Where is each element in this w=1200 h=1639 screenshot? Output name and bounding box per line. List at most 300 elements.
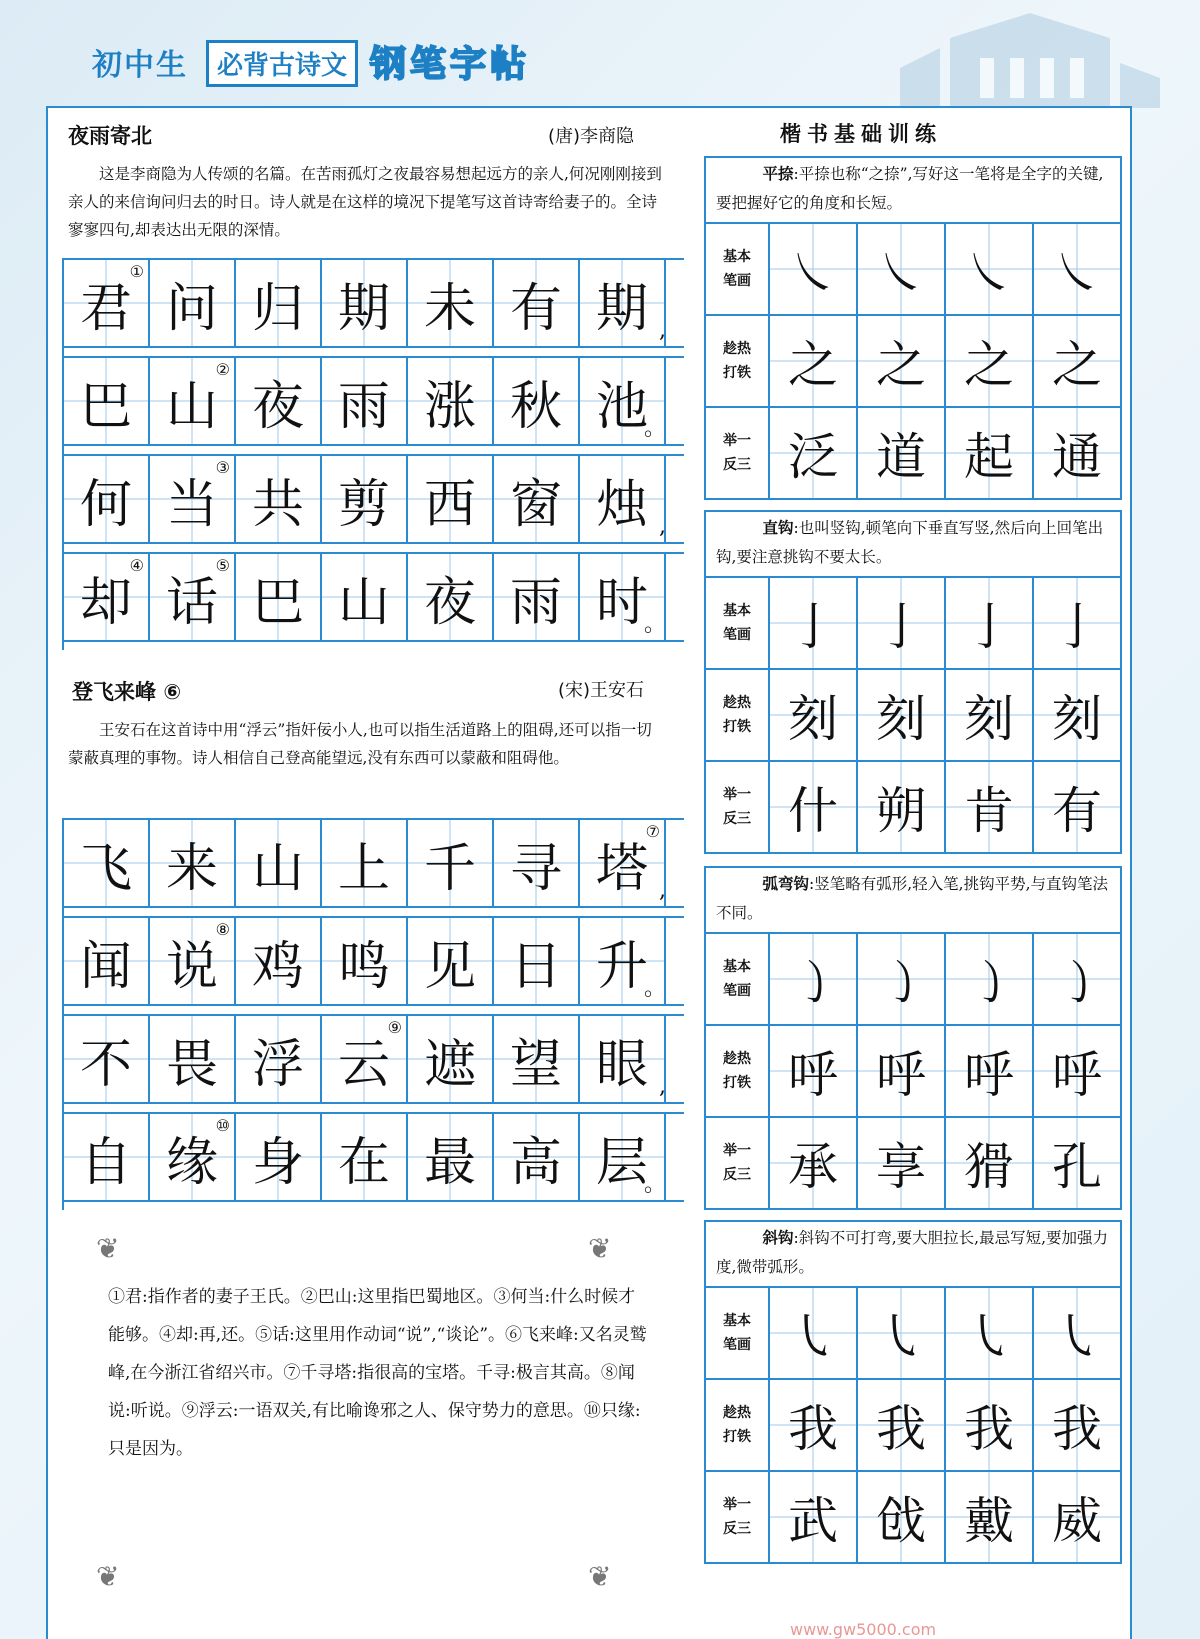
row-label-text: 基本 bbox=[723, 603, 751, 619]
practice-char: 我 bbox=[876, 1400, 926, 1458]
annotation-mark: ⑨ bbox=[387, 1018, 402, 1037]
row-label-text: 基本 bbox=[723, 249, 751, 265]
practice-char: 之 bbox=[788, 336, 838, 394]
row-label-text: 举一 bbox=[723, 1143, 751, 1159]
char-cell bbox=[580, 1114, 666, 1200]
char: 巴 bbox=[79, 376, 132, 437]
practice-row-basic bbox=[706, 1288, 1120, 1380]
char: 闻 bbox=[79, 936, 132, 997]
char: 眼 bbox=[595, 1034, 648, 1095]
poem2-title-mark: ⑥ bbox=[163, 680, 182, 704]
char: 不 bbox=[79, 1034, 132, 1095]
practice-char: 通 bbox=[1052, 428, 1102, 486]
char: 君 bbox=[79, 278, 132, 339]
practice-cell bbox=[1034, 1380, 1120, 1470]
row-label-text: 反三 bbox=[723, 457, 751, 473]
practice-cell bbox=[946, 578, 1034, 668]
char: 上 bbox=[337, 838, 390, 899]
stroke-desc-text: :也叫竖钩,顿笔向下垂直写竖,然后向上回笔出钩,要注意挑钩不要太长。 bbox=[716, 519, 1104, 566]
char: 云 bbox=[337, 1034, 390, 1095]
char-cell bbox=[236, 554, 322, 640]
practice-row-infer bbox=[706, 1118, 1120, 1208]
annotation-mark: ⑦ bbox=[645, 822, 660, 841]
practice-row-infer bbox=[706, 762, 1120, 852]
row-label-text: 打铁 bbox=[723, 365, 751, 381]
row-label bbox=[706, 670, 770, 760]
practice-char: 亅 bbox=[964, 598, 1014, 656]
practice-char: 我 bbox=[788, 1400, 838, 1458]
char: 期 bbox=[337, 278, 390, 339]
char: 千 bbox=[423, 838, 476, 899]
annotation-mark: ① bbox=[129, 262, 144, 281]
practice-heading: 楷书基础训练 bbox=[780, 122, 942, 146]
char: 却 bbox=[79, 572, 132, 633]
practice-char: 泛 bbox=[788, 428, 838, 486]
poem1-intro: 这是李商隐为人传颂的名篇。在苦雨孤灯之夜最容易想起远方的亲人,何况刚刚接到亲人的来信询问归去的时日。诗人就是在这样的境况下提笔写这首诗寄给妻子的。全诗寥寥四句,却表达出无限的深情。 bbox=[68, 165, 662, 239]
row-label bbox=[706, 578, 770, 668]
char-cell bbox=[580, 260, 666, 346]
row-label-text: 基本 bbox=[723, 959, 751, 975]
row-label bbox=[706, 934, 770, 1024]
practice-char: 戗 bbox=[876, 1492, 926, 1550]
practice-row-infer bbox=[706, 1472, 1120, 1562]
char: 来 bbox=[165, 838, 218, 899]
practice-char: 承 bbox=[788, 1138, 838, 1196]
practice-cell bbox=[1034, 578, 1120, 668]
char-cell bbox=[580, 820, 666, 906]
stroke-name: 平捺 bbox=[762, 165, 794, 183]
ornament-bottom-left-icon: ❦ bbox=[96, 1560, 120, 1593]
row-label-text: 基本 bbox=[723, 1313, 751, 1329]
stroke-desc-text: :竖笔略有弧形,轻入笔,挑钩平势,与直钩笔法不同。 bbox=[716, 875, 1109, 922]
char: 夜 bbox=[423, 572, 476, 633]
practice-cell bbox=[1034, 1472, 1120, 1562]
annotation-notes: ①君:指作者的妻子王氏。②巴山:这里指巴蜀地区。③何当:什么时候才能够。④却:再,还。⑤话:这里用作动词“说”,“谈论”。⑥飞来峰:又名灵鹫峰,在今浙江省绍兴市。⑦千寻塔:指很高的宝塔。千寻:极言其高。⑧闻说:听说。⑨浮云:一语双关,有比喻谗邪之人、保守势力的意思。⑩只缘:只是因为。 bbox=[108, 1287, 647, 1459]
char-cell bbox=[150, 358, 236, 444]
char-cell bbox=[494, 918, 580, 1004]
practice-char: 享 bbox=[876, 1138, 926, 1196]
poem2-author: (宋)王安石 bbox=[558, 680, 645, 701]
char: 畏 bbox=[165, 1034, 218, 1095]
char: 说 bbox=[165, 936, 218, 997]
practice-char: 亅 bbox=[788, 598, 838, 656]
practice-cell bbox=[946, 1118, 1034, 1208]
annotation-mark: ⑤ bbox=[215, 556, 230, 575]
poem2-intro: 王安石在这首诗中用“浮云”指奸佞小人,也可以指生活道路上的阻碍,还可以指一切蒙蔽真理的事物。诗人相信自己登高能望远,没有东西可以蒙蔽和阻碍他。 bbox=[68, 721, 652, 767]
char: 山 bbox=[165, 376, 218, 437]
row-label-text: 笔画 bbox=[723, 273, 751, 289]
char-cell bbox=[408, 260, 494, 346]
practice-char: 我 bbox=[964, 1400, 1014, 1458]
practice-char: ㇂ bbox=[964, 1308, 1014, 1366]
char-cell bbox=[64, 260, 150, 346]
row-label bbox=[706, 1472, 770, 1562]
poem1-title: 夜雨寄北 bbox=[68, 124, 152, 148]
practice-cell bbox=[1034, 1026, 1120, 1116]
practice-char: 刻 bbox=[1052, 690, 1102, 748]
char-cell bbox=[236, 456, 322, 542]
practice-cell bbox=[770, 1288, 858, 1378]
practice-char: 武 bbox=[788, 1492, 838, 1550]
row-label-text: 笔画 bbox=[723, 627, 751, 643]
ornament-top-left-icon: ❦ bbox=[96, 1232, 120, 1265]
row-label bbox=[706, 1026, 770, 1116]
char-cell bbox=[322, 1114, 408, 1200]
practice-char: 呼 bbox=[964, 1046, 1014, 1104]
practice-row-hot bbox=[706, 1026, 1120, 1118]
building-decoration-icon bbox=[880, 8, 1180, 118]
row-label-text: 举一 bbox=[723, 433, 751, 449]
char-cell bbox=[322, 1016, 408, 1102]
char: 时 bbox=[595, 572, 648, 633]
char: 飞 bbox=[79, 838, 132, 899]
stroke-section-2 bbox=[704, 510, 1122, 854]
practice-cell bbox=[858, 1026, 946, 1116]
char: 浮 bbox=[251, 1034, 304, 1095]
char: 池 bbox=[595, 376, 648, 437]
row-label-text: 笔画 bbox=[723, 1337, 751, 1353]
char: 秋 bbox=[509, 376, 562, 437]
practice-cell bbox=[946, 1288, 1034, 1378]
stroke-name: 斜钩 bbox=[762, 1229, 794, 1247]
char: 山 bbox=[337, 572, 390, 633]
practice-char: 猾 bbox=[964, 1138, 1014, 1196]
stroke-description bbox=[706, 868, 1120, 934]
stroke-description bbox=[706, 512, 1120, 578]
punctuation: 。 bbox=[643, 612, 666, 637]
stroke-description bbox=[706, 158, 1120, 224]
practice-char: 什 bbox=[788, 782, 838, 840]
char-cell bbox=[64, 1016, 150, 1102]
char-cell bbox=[64, 820, 150, 906]
practice-cell bbox=[858, 316, 946, 406]
practice-cell bbox=[770, 1118, 858, 1208]
practice-cell bbox=[1034, 670, 1120, 760]
row-label-text: 趁热 bbox=[723, 1405, 751, 1421]
char: 升 bbox=[595, 936, 648, 997]
char-cell bbox=[322, 554, 408, 640]
practice-cell bbox=[946, 1026, 1034, 1116]
row-label-text: 趁热 bbox=[723, 1051, 751, 1067]
practice-char: ㇏ bbox=[876, 244, 926, 302]
practice-cell bbox=[946, 1380, 1034, 1470]
char-cell bbox=[580, 456, 666, 542]
stroke-section-3 bbox=[704, 866, 1122, 1210]
practice-char: ㇂ bbox=[1052, 1308, 1102, 1366]
poem2-line-2 bbox=[64, 916, 684, 1006]
char-cell bbox=[64, 1114, 150, 1200]
practice-row-basic bbox=[706, 224, 1120, 316]
poem1-line-4 bbox=[64, 552, 684, 642]
char-cell bbox=[150, 820, 236, 906]
row-label-text: 举一 bbox=[723, 1497, 751, 1513]
practice-char: ㇏ bbox=[788, 244, 838, 302]
practice-cell bbox=[946, 934, 1034, 1024]
row-label-text: 反三 bbox=[723, 1167, 751, 1183]
watermark: www.gw5000.com bbox=[790, 1620, 937, 1639]
char-cell bbox=[494, 1114, 580, 1200]
char-cell bbox=[580, 1016, 666, 1102]
poem1-line-3 bbox=[64, 454, 684, 544]
char: 巴 bbox=[251, 572, 304, 633]
practice-char: 亅 bbox=[876, 598, 926, 656]
series-title: 初中生 bbox=[92, 48, 188, 83]
row-label bbox=[706, 1380, 770, 1470]
char: 何 bbox=[79, 474, 132, 535]
char-cell bbox=[236, 820, 322, 906]
poem1-line-1 bbox=[64, 260, 684, 348]
poem1-grid bbox=[62, 258, 684, 650]
char-cell bbox=[494, 260, 580, 346]
practice-cell bbox=[858, 762, 946, 852]
practice-cell bbox=[770, 670, 858, 760]
char: 山 bbox=[251, 838, 304, 899]
practice-char: 亅 bbox=[1052, 598, 1102, 656]
practice-cell bbox=[1034, 224, 1120, 314]
stroke-desc-text: :平捺也称“之捺”,写好这一笔将是全字的关键,要把握好它的角度和长短。 bbox=[716, 165, 1104, 212]
char: 遮 bbox=[423, 1034, 476, 1095]
char-cell bbox=[150, 260, 236, 346]
char: 夜 bbox=[251, 376, 304, 437]
char: 剪 bbox=[337, 474, 390, 535]
punctuation: , bbox=[659, 1074, 666, 1099]
stroke-name: 弧弯钩 bbox=[762, 875, 810, 893]
practice-char: ㇂ bbox=[788, 1308, 838, 1366]
page-header bbox=[0, 0, 1200, 100]
practice-row-basic bbox=[706, 934, 1120, 1026]
row-label-text: 趁热 bbox=[723, 341, 751, 357]
char-cell bbox=[150, 918, 236, 1004]
row-label-text: 趁热 bbox=[723, 695, 751, 711]
punctuation: 。 bbox=[643, 976, 666, 1001]
char-cell bbox=[150, 554, 236, 640]
practice-char: 之 bbox=[964, 336, 1014, 394]
practice-cell bbox=[946, 316, 1034, 406]
poem2-line-4 bbox=[64, 1112, 684, 1202]
practice-char: ㇁ bbox=[1052, 954, 1102, 1012]
practice-cell bbox=[770, 762, 858, 852]
practice-cell bbox=[946, 1472, 1034, 1562]
char: 涨 bbox=[423, 376, 476, 437]
practice-char: 威 bbox=[1052, 1492, 1102, 1550]
char-cell bbox=[408, 456, 494, 542]
row-label-text: 举一 bbox=[723, 787, 751, 803]
char: 问 bbox=[165, 278, 218, 339]
practice-char: ㇏ bbox=[1052, 244, 1102, 302]
practice-cell bbox=[1034, 1288, 1120, 1378]
practice-row-hot bbox=[706, 1380, 1120, 1472]
char: 烛 bbox=[595, 474, 648, 535]
char-cell bbox=[64, 456, 150, 542]
char-cell bbox=[408, 1016, 494, 1102]
stroke-desc-text: :斜钩不可打弯,要大胆拉长,最忌写短,要加强力度,微带弧形。 bbox=[716, 1229, 1109, 1276]
practice-char: 戴 bbox=[964, 1492, 1014, 1550]
practice-cell bbox=[1034, 316, 1120, 406]
row-label-text: 打铁 bbox=[723, 719, 751, 735]
char-cell bbox=[580, 554, 666, 640]
practice-cell bbox=[770, 578, 858, 668]
practice-char: 之 bbox=[1052, 336, 1102, 394]
practice-cell bbox=[858, 934, 946, 1024]
char-cell bbox=[150, 1016, 236, 1102]
annotation-mark: ③ bbox=[215, 458, 230, 477]
char-cell bbox=[64, 358, 150, 444]
punctuation: , bbox=[659, 514, 666, 539]
char: 当 bbox=[165, 474, 218, 535]
practice-cell bbox=[858, 1472, 946, 1562]
poem2-line-3 bbox=[64, 1014, 684, 1104]
char-cell bbox=[494, 1016, 580, 1102]
practice-cell bbox=[770, 934, 858, 1024]
char: 有 bbox=[509, 278, 562, 339]
annotation-mark: ② bbox=[215, 360, 230, 379]
stroke-section-1 bbox=[704, 156, 1122, 500]
annotation-mark: ⑩ bbox=[215, 1116, 230, 1135]
poem1-line-2 bbox=[64, 356, 684, 446]
char-cell bbox=[494, 456, 580, 542]
practice-cell bbox=[770, 1380, 858, 1470]
practice-cell bbox=[946, 762, 1034, 852]
char: 寻 bbox=[509, 838, 562, 899]
practice-row-hot bbox=[706, 316, 1120, 408]
char: 期 bbox=[595, 278, 648, 339]
char-cell bbox=[408, 820, 494, 906]
practice-char: ㇏ bbox=[964, 244, 1014, 302]
char: 塔 bbox=[595, 838, 648, 899]
row-label-text: 打铁 bbox=[723, 1429, 751, 1445]
char: 归 bbox=[251, 278, 304, 339]
char-cell bbox=[408, 1114, 494, 1200]
practice-char: ㇂ bbox=[876, 1308, 926, 1366]
practice-cell bbox=[946, 224, 1034, 314]
char-cell bbox=[236, 1016, 322, 1102]
char-cell bbox=[494, 554, 580, 640]
char: 鸡 bbox=[251, 936, 304, 997]
row-label bbox=[706, 408, 770, 498]
row-label-text: 反三 bbox=[723, 1521, 751, 1537]
practice-char: 刻 bbox=[964, 690, 1014, 748]
practice-char: 道 bbox=[876, 428, 926, 486]
ornament-top-right-icon: ❦ bbox=[588, 1232, 612, 1265]
punctuation: , bbox=[659, 878, 666, 903]
char-cell bbox=[236, 358, 322, 444]
char-cell bbox=[322, 918, 408, 1004]
char-cell bbox=[408, 918, 494, 1004]
practice-cell bbox=[770, 224, 858, 314]
poem2-title: 登飞来峰 ⑥ bbox=[72, 680, 182, 704]
char: 日 bbox=[509, 936, 562, 997]
practice-char: 刻 bbox=[788, 690, 838, 748]
stroke-section-4 bbox=[704, 1220, 1122, 1564]
char-cell bbox=[322, 456, 408, 542]
char-cell bbox=[236, 260, 322, 346]
annotation-mark: ④ bbox=[129, 556, 144, 575]
row-label bbox=[706, 1118, 770, 1208]
practice-cell bbox=[770, 1472, 858, 1562]
char: 身 bbox=[251, 1132, 304, 1193]
char: 雨 bbox=[509, 572, 562, 633]
char-cell bbox=[64, 554, 150, 640]
practice-cell bbox=[858, 408, 946, 498]
practice-row-basic bbox=[706, 578, 1120, 670]
char: 窗 bbox=[509, 474, 562, 535]
practice-char: 之 bbox=[876, 336, 926, 394]
practice-cell bbox=[858, 1288, 946, 1378]
char: 话 bbox=[165, 572, 218, 633]
practice-cell bbox=[946, 670, 1034, 760]
char: 望 bbox=[509, 1034, 562, 1095]
series-badge: 必背古诗文 bbox=[206, 40, 358, 87]
practice-char: 起 bbox=[964, 428, 1014, 486]
punctuation: 。 bbox=[643, 1172, 666, 1197]
practice-row-infer bbox=[706, 408, 1120, 498]
char-cell bbox=[150, 1114, 236, 1200]
practice-char: ㇁ bbox=[964, 954, 1014, 1012]
practice-cell bbox=[1034, 934, 1120, 1024]
stroke-description bbox=[706, 1222, 1120, 1288]
practice-cell bbox=[770, 316, 858, 406]
row-label-text: 反三 bbox=[723, 811, 751, 827]
practice-cell bbox=[858, 670, 946, 760]
annotation-mark: ⑧ bbox=[215, 920, 230, 939]
punctuation: , bbox=[659, 318, 666, 343]
char-cell bbox=[236, 1114, 322, 1200]
practice-cell bbox=[946, 408, 1034, 498]
char: 最 bbox=[423, 1132, 476, 1193]
practice-cell bbox=[858, 1118, 946, 1208]
poem1-author: (唐)李商隐 bbox=[548, 126, 635, 147]
practice-char: 有 bbox=[1052, 782, 1102, 840]
practice-cell bbox=[1034, 408, 1120, 498]
char-cell bbox=[408, 554, 494, 640]
practice-cell bbox=[858, 224, 946, 314]
practice-cell bbox=[858, 1380, 946, 1470]
char: 见 bbox=[423, 936, 476, 997]
row-label-text: 笔画 bbox=[723, 983, 751, 999]
practice-char: 呼 bbox=[876, 1046, 926, 1104]
product-title: 钢笔字帖 bbox=[370, 44, 531, 85]
row-label bbox=[706, 224, 770, 314]
ornament-bottom-right-icon: ❦ bbox=[588, 1560, 612, 1593]
char-cell bbox=[580, 358, 666, 444]
practice-cell bbox=[770, 408, 858, 498]
practice-char: 朔 bbox=[876, 782, 926, 840]
poem2-grid bbox=[62, 818, 684, 1210]
practice-char: 我 bbox=[1052, 1400, 1102, 1458]
row-label bbox=[706, 762, 770, 852]
char: 未 bbox=[423, 278, 476, 339]
practice-cell bbox=[1034, 1118, 1120, 1208]
practice-char: ㇁ bbox=[788, 954, 838, 1012]
char: 共 bbox=[251, 474, 304, 535]
row-label bbox=[706, 316, 770, 406]
char: 层 bbox=[595, 1132, 648, 1193]
row-label-text: 打铁 bbox=[723, 1075, 751, 1091]
stroke-name: 直钩 bbox=[762, 519, 794, 537]
char-cell bbox=[494, 358, 580, 444]
practice-char: 刻 bbox=[876, 690, 926, 748]
punctuation: 。 bbox=[643, 416, 666, 441]
char: 高 bbox=[509, 1132, 562, 1193]
char-cell bbox=[322, 260, 408, 346]
char-cell bbox=[322, 358, 408, 444]
practice-cell bbox=[858, 578, 946, 668]
char: 在 bbox=[337, 1132, 390, 1193]
char-cell bbox=[322, 820, 408, 906]
char: 鸣 bbox=[337, 936, 390, 997]
char: 缘 bbox=[165, 1132, 218, 1193]
practice-row-hot bbox=[706, 670, 1120, 762]
